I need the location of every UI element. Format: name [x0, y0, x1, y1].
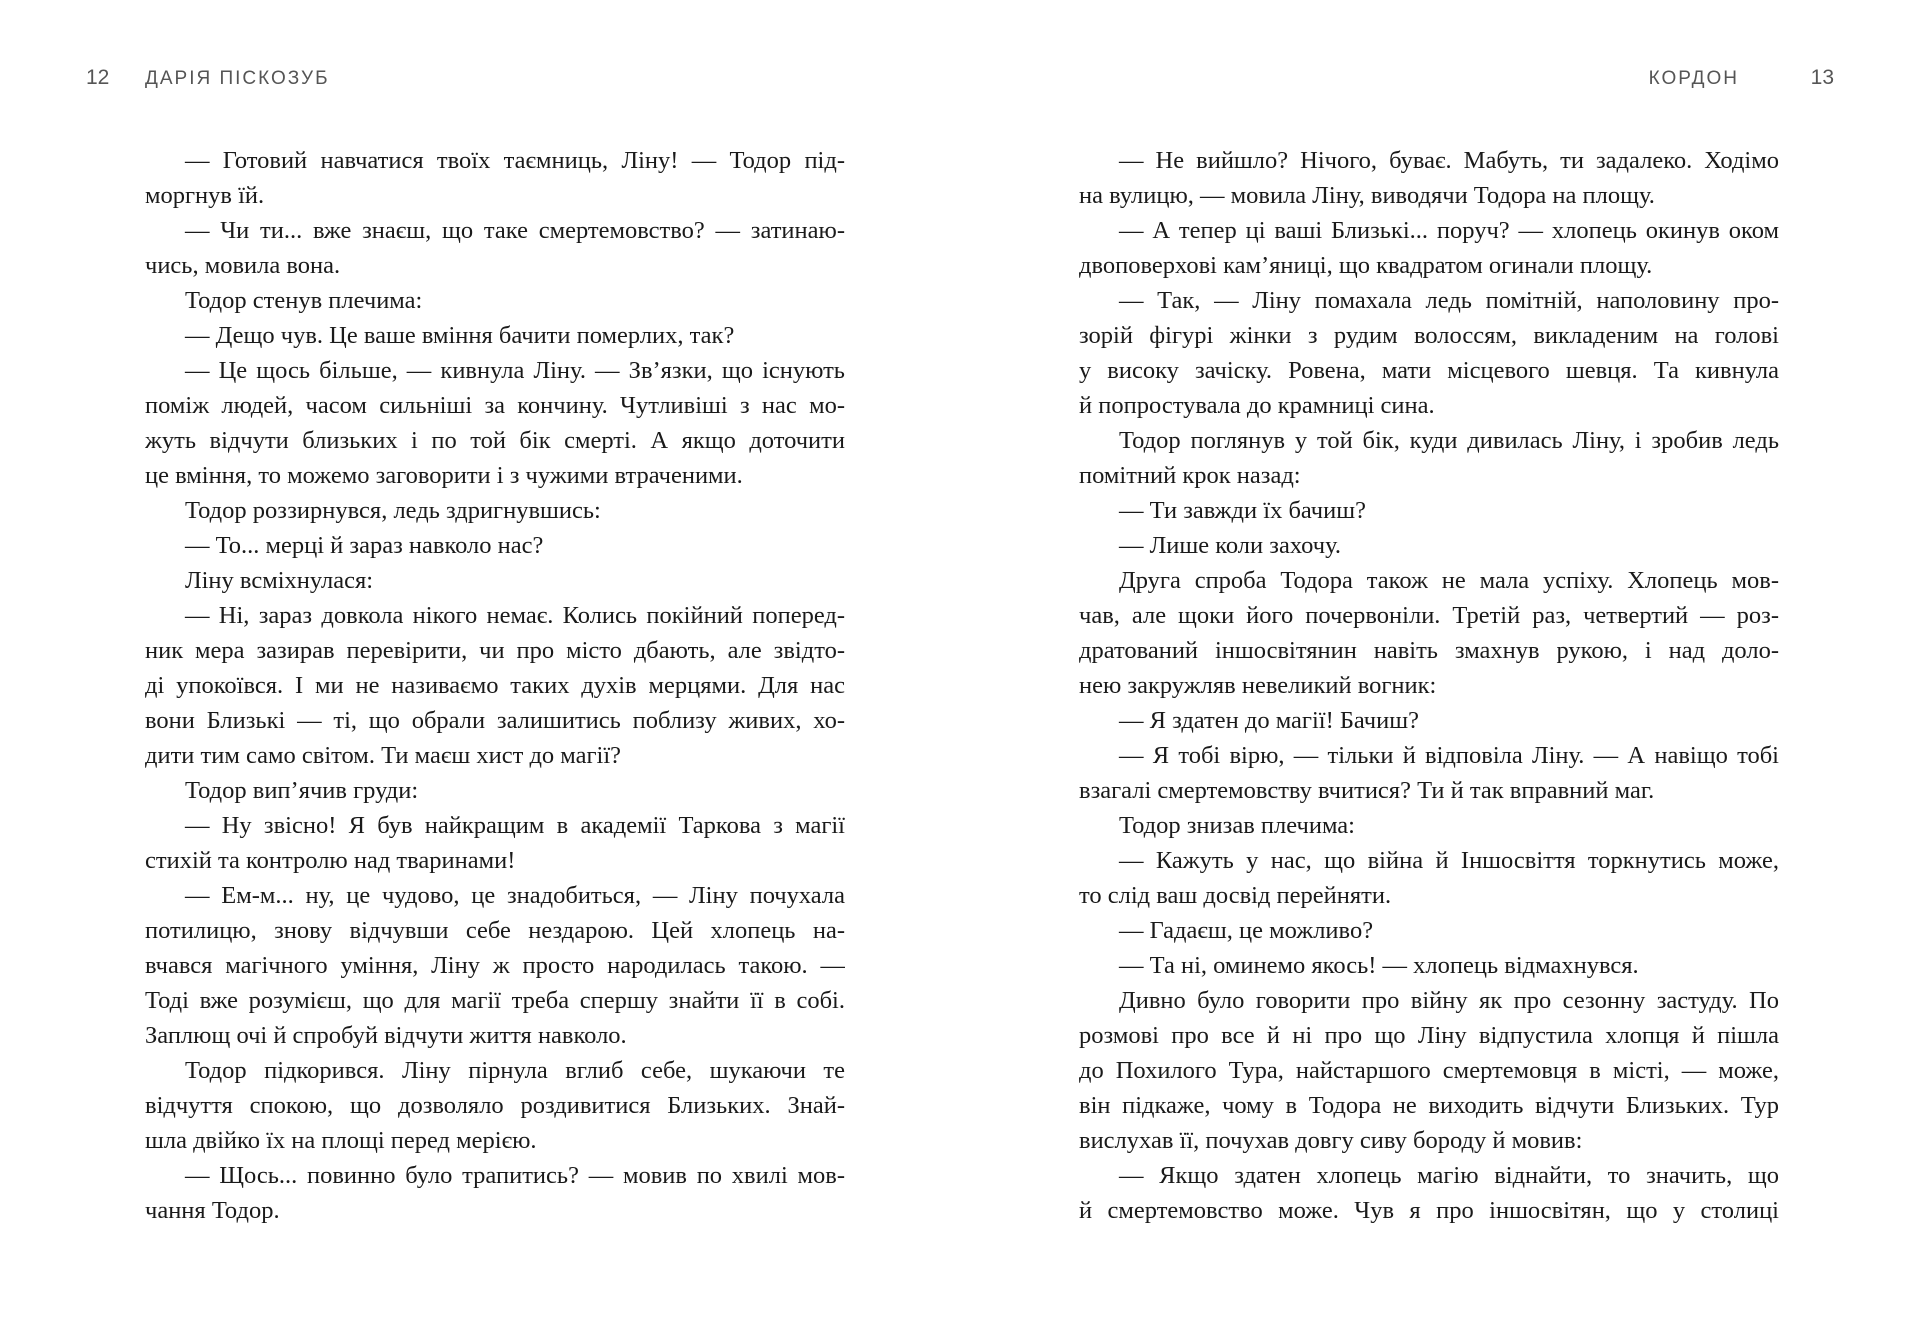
text-line: то слід ваш досвід перейняти.: [1079, 882, 1392, 910]
text-line: й смертемовство може. Чув я про іншосвітян, що у столиці: [1079, 1197, 1779, 1225]
running-head-author: ДАРІЯ ПІСКОЗУБ: [145, 68, 330, 89]
text-line: — Ну звісно! Я був найкращим в академії Таркова з магії: [185, 812, 845, 840]
text-line: — Так, — Ліну помахала ледь помітній, наполовину про-: [1119, 287, 1779, 315]
text-line: вони Близькі — ті, що обрали залишитись поблизу живих, хо-: [145, 707, 845, 735]
text-line: двоповерхові кам’яниці, що квадратом огинали площу.: [1079, 252, 1653, 280]
text-line: на вулицю, — мовила Ліну, виводячи Тодора на площу.: [1079, 182, 1655, 210]
text-line: Друга спроба Тодора також не мала успіху. Хлопець мов-: [1119, 567, 1779, 595]
text-line: помітний крок назад:: [1079, 462, 1301, 490]
text-line: — Якщо здатен хлопець магію віднайти, то значить, що: [1119, 1162, 1779, 1190]
text-line: — Я тобі вірю, — тільки й відповіла Ліну. — А навіщо тобі: [1119, 742, 1779, 770]
text-line: це вміння, то можемо заговорити і з чужими втраченими.: [145, 462, 743, 490]
text-line: — Ні, зараз довкола нікого немає. Колись покійний поперед-: [185, 602, 845, 630]
text-line: Заплющ очі й спробуй відчути життя навколо.: [145, 1022, 627, 1050]
text-line: — Не вийшло? Нічого, буває. Мабуть, ти задалеко. Ходімо: [1119, 147, 1779, 174]
text-line: потилицю, знову відчувши себе нездарою. Цей хлопець на-: [145, 917, 845, 945]
text-line: поміж людей, часом сильніші за кончину. Чутливіші з нас мо-: [145, 392, 845, 420]
text-line: розмові про все й ні про що Ліну відпустила хлопця й пішла: [1079, 1022, 1779, 1050]
text-line: — Дещо чув. Це ваше вміння бачити померлих, так?: [185, 322, 735, 350]
text-line: — Щось... повинно було трапитись? — мовив по хвилі мов-: [185, 1162, 845, 1190]
text-line: — Лише коли захочу.: [1119, 532, 1341, 560]
text-line: зорій фігурі жінки з рудим волоссям, викладеним на голові: [1079, 322, 1779, 350]
right-page-body: [1079, 143, 1779, 1228]
text-line: Тодор вип’ячив груди:: [185, 777, 419, 805]
page-number-left: 12: [86, 66, 110, 89]
text-line: вчався магічного уміння, Ліну ж просто народилась такою. —: [145, 952, 845, 980]
text-line: Тоді вже розумієш, що для магії треба спершу знайти її в собі.: [145, 987, 845, 1015]
text-line: Тодор знизав плечима:: [1119, 812, 1355, 840]
text-line: — То... мерці й зараз навколо нас?: [185, 532, 544, 560]
text-line: — Я здатен до магії! Бачиш?: [1119, 707, 1419, 735]
left-page-body: [145, 143, 845, 1228]
text-line: до Похилого Тура, найстаршого смертемовця в місті, — може,: [1079, 1057, 1779, 1085]
text-line: вислухав її, почухав довгу сиву бороду й мовив:: [1079, 1127, 1583, 1155]
running-head-chapter: КОРДОН: [1648, 68, 1739, 89]
text-line: Тодор підкорився. Ліну пірнула вглиб себе, шукаючи те: [185, 1057, 845, 1085]
text-line: чання Тодор.: [145, 1197, 280, 1225]
text-line: у високу зачіску. Ровена, мати місцевого шевця. Та кивнула: [1079, 357, 1779, 385]
page-number-right: 13: [1810, 66, 1834, 89]
text-line: Дивно було говорити про війну як про сезонну застуду. По: [1119, 987, 1779, 1015]
text-line: чав, але щоки його почервоніли. Третій раз, четвертий — роз-: [1079, 602, 1779, 630]
text-line: — Та ні, оминемо якось! — хлопець відмахнувся.: [1119, 952, 1639, 980]
text-line: — А тепер ці ваші Близькі... поруч? — хлопець окинув оком: [1119, 217, 1779, 245]
text-line: чись, мовила вона.: [145, 252, 341, 280]
text-line: Тодор роззирнувся, ледь здригнувшись:: [185, 497, 601, 525]
text-line: він підкаже, чому в Тодора не виходить відчути Близьких. Тур: [1079, 1092, 1779, 1120]
text-line: — Це щось більше, — кивнула Ліну. — Зв’язки, що існують: [185, 357, 845, 385]
text-line: — Ем-м... ну, це чудово, це знадобиться, — Ліну почухала: [185, 882, 845, 910]
text-line: ник мера зазирав перевірити, чи про місто дбають, але звідто-: [145, 637, 845, 665]
text-line: Ліну всміхнулася:: [185, 567, 374, 595]
text-line: — Ти завжди їх бачиш?: [1119, 497, 1366, 525]
text-line: — Чи ти... вже знаєш, що таке смертемовство? — затинаю-: [185, 217, 845, 245]
text-line: нею закружляв невеликий вогник:: [1079, 672, 1437, 700]
text-line: Тодор стенув плечима:: [185, 287, 423, 315]
text-line: — Кажуть у нас, що війна й Іншосвіття торкнутись може,: [1119, 847, 1779, 875]
text-line: дратований іншосвітянин навіть змахнув рукою, і над доло-: [1079, 637, 1779, 665]
text-line: — Готовий навчатися твоїх таємниць, Ліну! — Тодор під-: [185, 147, 845, 174]
text-line: моргнув їй.: [145, 182, 265, 210]
text-line: дити тим само світом. Ти маєш хист до магії?: [145, 742, 622, 770]
text-line: шла двійко їх на площі перед мерією.: [145, 1127, 537, 1155]
text-line: Тодор поглянув у той бік, куди дивилась Ліну, і зробив ледь: [1119, 427, 1779, 455]
text-line: — Гадаєш, це можливо?: [1119, 917, 1374, 945]
text-line: й попростувала до крамниці сина.: [1079, 392, 1435, 420]
text-line: взагалі смертемовству вчитися? Ти й так вправний маг.: [1079, 777, 1655, 805]
text-line: ді упокоївся. І ми не називаємо таких духів мерцями. Для нас: [145, 672, 845, 700]
text-line: відчуття спокою, що дозволяло роздивитися Близьких. Знай-: [145, 1092, 845, 1120]
text-line: жуть відчути близьких і по той бік смерті. А якщо доточити: [145, 427, 845, 455]
text-line: стихій та контролю над тваринами!: [145, 847, 516, 875]
